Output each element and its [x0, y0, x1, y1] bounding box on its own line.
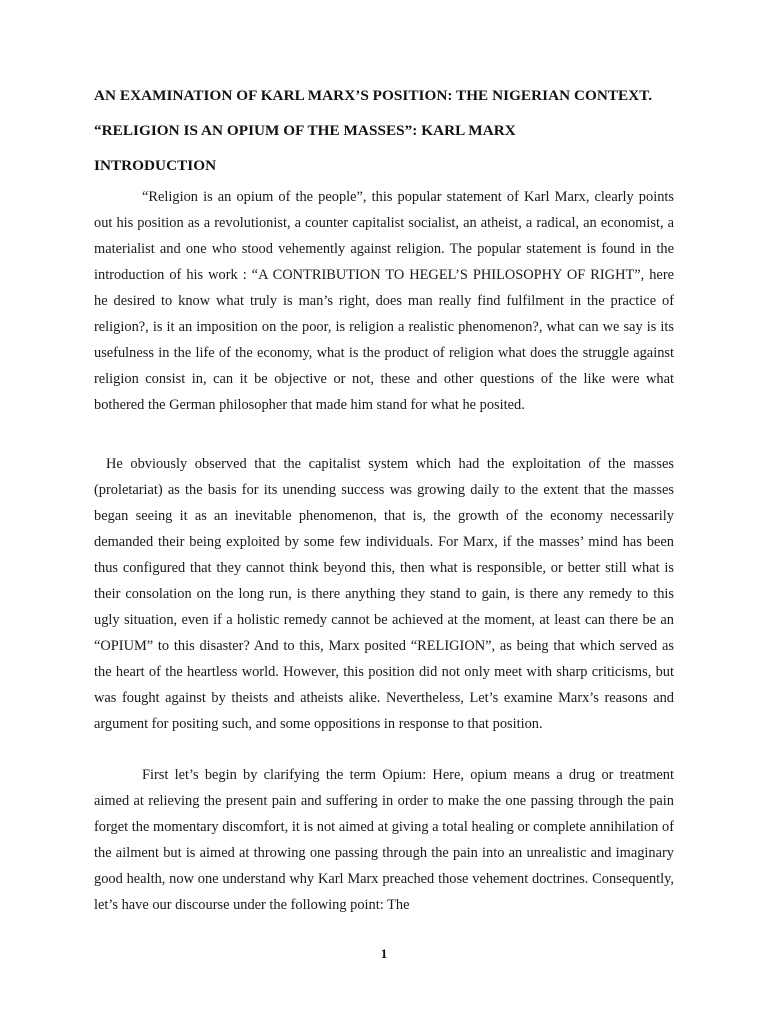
- document-title: AN EXAMINATION OF KARL MARX’S POSITION: THE NIGERIAN CONTEXT.: [94, 87, 653, 104]
- paragraph-3: First let’s begin by clarifying the term Opium: Here, opium means a drug or treatment aimed at relieving the present pain and suffering in order to make the one passing through the pain forget the momentary discomfort, it is not aimed at giving a total healing or complete annihilation of the ailment but is aimed at throwing one passing through the pain into an unrealistic and imaginary good health, now one understand why Karl Marx preached those vehement doctrines. Consequently, let’s have our discourse under the following point: The: [94, 767, 674, 913]
- document-subtitle: “RELIGION IS AN OPIUM OF THE MASSES”: KARL MARX: [94, 122, 516, 139]
- paragraph-2: He obviously observed that the capitalist system which had the exploitation of the masses (proletariat) as the basis for its unending success was growing daily to the extent that the masses began seeing it as an inevitable phenomenon, that is, the growth of the economy necessarily demanded their being exploited by some few individuals. For Marx, if the masses’ mind has been thus configured that they cannot think beyond this, then what is responsible, or better still what is their consolation on the long run, is there anything they stand to gain, is there any remedy to this ugly situation, even if a holistic remedy cannot be achieved at the moment, at least can there be an “OPIUM” to this disaster? And to this, Marx posited “RELIGION”, as being that which served as the heart of the heartless world. However, this position did not only meet with sharp criticisms, but was fought against by theists and atheists alike. Nevertheless, Let’s examine Marx’s reasons and argument for positing such, and some oppositions in response to that position.: [94, 456, 674, 732]
- page-number: 1: [380, 946, 388, 961]
- paragraph-1: “Religion is an opium of the people”, this popular statement of Karl Marx, clearly points out his position as a revolutionist, a counter capitalist socialist, an atheist, a radical, an economist, a materialist and one who stood vehemently against religion. The popular statement is found in the introduction of his work : “A CONTRIBUTION TO HEGEL’S PHILOSOPHY OF RIGHT”, here he desired to know what truly is man’s right, does man really find fulfilment in the practice of religion?, is it an imposition on the poor, is religion a realistic phenomenon?, what can we say is its usefulness in the life of the economy, what is the product of religion what does the struggle against religion consist in, can it be objective or not, these and other questions of the like were what bothered the German philosopher that made him stand for what he posited.: [94, 189, 674, 413]
- section-heading: INTRODUCTION: [94, 157, 217, 174]
